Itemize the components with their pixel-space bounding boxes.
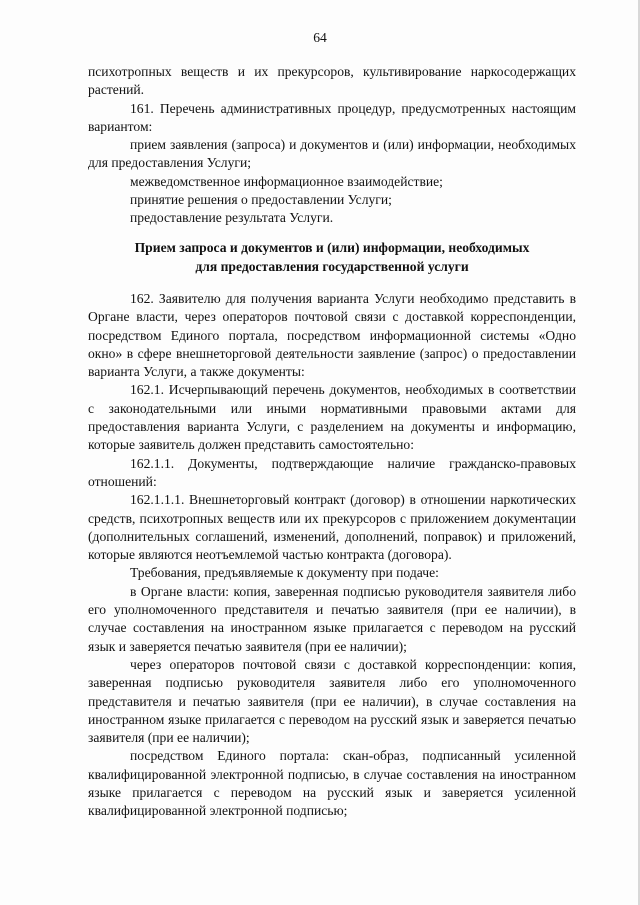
paragraph: предоставление результата Услуги. [130,210,334,226]
intro-section [88,63,576,228]
paragraph: 162.1.1. Документы, подтверждающие наличие гражданско-правовых отношений: [88,455,576,489]
heading-line-1: Прием запроса и документов и (или) информации, необходимых [134,240,530,255]
section-heading [88,238,576,276]
paragraph: 162.1. Исчерпывающий перечень документов, необходимых в соответствии с законодательными или иными нормативными правовыми актами для предоставления варианта Услуги, с разделением на документы и информацию, которые заявитель должен представить самостоятельно: [88,382,576,453]
paragraph: через операторов почтовой связи с доставкой корреспонденции: копия, заверенная подписью руководителя заявителя либо его уполномоченного представителя и печатью заявителя (при ее наличии), в случае составления на иностранном языке прилагается с переводом на русский язык и заверяется печатью заявителя (при ее наличии); [88,656,576,746]
paragraph: психотропных веществ и их прекурсоров, культивирование наркосодержащих растений. [88,64,576,98]
main-section [88,290,576,821]
paragraph: Требования, предъявляемые к документу при подаче: [130,565,439,581]
paragraph: прием заявления (запроса) и документов и (или) информации, необходимых для предоставления Услуги; [88,137,576,171]
heading-line-2: для предоставления государственной услуги [195,259,469,274]
paragraph: 161. Перечень административных процедур, предусмотренных настоящим вариантом: [88,100,576,134]
paragraph: 162. Заявителю для получения варианта Услуги необходимо представить в Органе власти, через операторов почтовой связи с доставкой корреспонденции, посредством Единого портала, посредством информационной системы «Одно окно» в сфере внешнеторговой деятельности заявление (запрос) о предоставлении варианта Услуги, а также документы: [88,291,576,380]
paragraph: в Органе власти: копия, заверенная подписью руководителя заявителя либо его уполномоченного представителя и печатью заявителя (при ее наличии), в случае составления на иностранном языке прилагается с переводом на русский язык и заверяется печатью заявителя (при ее наличии); [88,583,576,654]
page-number: 64 [313,30,327,45]
paragraph: принятие решения о предоставлении Услуги; [130,192,392,208]
paragraph: межведомственное информационное взаимодействие; [130,173,443,189]
paragraph: 162.1.1.1. Внешнеторговый контракт (договор) в отношении наркотических средств, психотропных веществ или их прекурсоров с приложением документации (дополнительных соглашений, изменений, дополнений, поправок) и приложений, которые являются неотъемлемой частью контракта (договора). [88,492,576,563]
paragraph: посредством Единого портала: скан-образ, подписанный усиленной квалифицированной электронной подписью, в случае составления на иностранном языке прилагается с переводом на русский язык и заверяется усиленной квалифицированной электронной подписью; [88,748,576,819]
